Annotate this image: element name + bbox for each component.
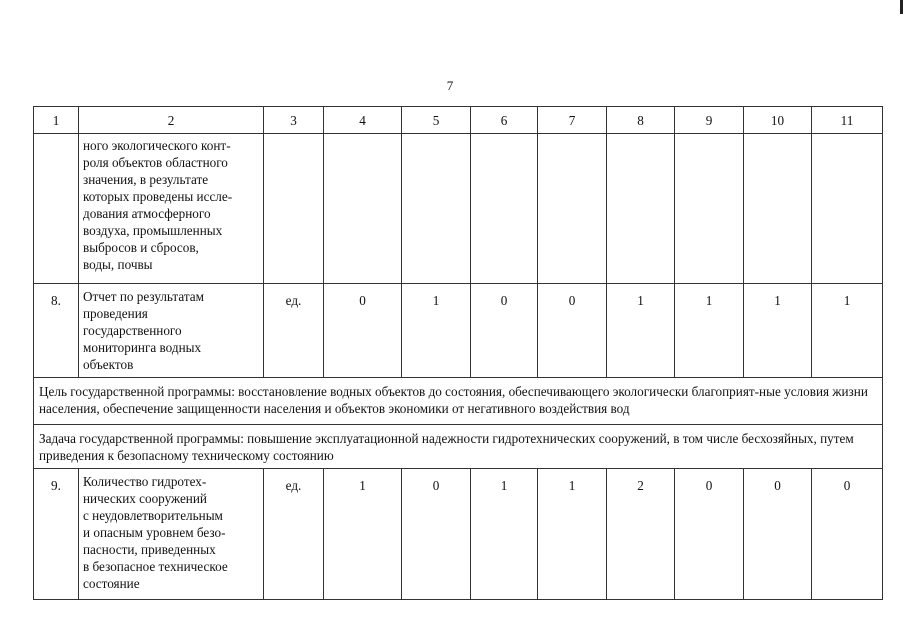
value-cell [402, 134, 471, 284]
value-cell: 0 [471, 284, 538, 378]
table-header-row [34, 107, 883, 134]
value-cell: 1 [324, 469, 402, 600]
page-number: 7 [446, 78, 454, 93]
scan-edge-mark [900, 0, 903, 14]
unit-cell [264, 134, 324, 284]
header-cell: 8 [607, 107, 675, 134]
value-cell: 1 [812, 284, 883, 378]
unit-cell: ед. [264, 469, 324, 600]
row-number-cell [34, 134, 79, 284]
value-cell: 0 [324, 284, 402, 378]
value-cell: 0 [538, 284, 607, 378]
header-cell: 9 [675, 107, 744, 134]
value-cell: 1 [471, 469, 538, 600]
header-cell: 7 [538, 107, 607, 134]
value-cell [744, 134, 812, 284]
header-cell: 11 [812, 107, 883, 134]
row-number-cell: 9. [34, 469, 79, 600]
header-cell: 5 [402, 107, 471, 134]
indicators-table [33, 106, 883, 600]
indicator-name-cell: ного экологического конт- роля объектов областного значения, в результате которых проведены иссле- дования атмосферного воздуха, промышленных выбросов и сбросов, воды, почвы [79, 134, 264, 284]
value-cell [471, 134, 538, 284]
table-row [34, 134, 883, 284]
value-cell: 1 [402, 284, 471, 378]
value-cell: 0 [402, 469, 471, 600]
table-row [34, 284, 883, 378]
program-task-text: Задача государственной программы: повышение эксплуатационной надежности гидротехнических сооружений, в том числе бесхозяйных, путем приведения к безопасному техническому состоянию [34, 425, 883, 469]
value-cell: 0 [812, 469, 883, 600]
goal-row [34, 378, 883, 425]
header-cell: 3 [264, 107, 324, 134]
header-cell: 2 [79, 107, 264, 134]
value-cell [538, 134, 607, 284]
value-cell: 1 [675, 284, 744, 378]
value-cell: 0 [744, 469, 812, 600]
task-row [34, 425, 883, 469]
header-cell: 4 [324, 107, 402, 134]
indicator-name-cell: Отчет по результатам проведения государственного мониторинга водных объектов [79, 284, 264, 378]
value-cell [324, 134, 402, 284]
indicator-name-cell: Количество гидротех- нических сооружений с неудовлетворительным и опасным уровнем безо- пасности, приведенных в безопасное техническое состояние [79, 469, 264, 600]
row-number-cell: 8. [34, 284, 79, 378]
header-cell: 6 [471, 107, 538, 134]
unit-cell: ед. [264, 284, 324, 378]
value-cell [675, 134, 744, 284]
program-goal-text: Цель государственной программы: восстановление водных объектов до состояния, обеспечивающего экологически благоприят-ные условия жизни населения, обеспечение защищенности населения и объектов экономики от негативного воздействия вод [34, 378, 883, 425]
header-cell: 1 [34, 107, 79, 134]
value-cell: 1 [538, 469, 607, 600]
header-cell: 10 [744, 107, 812, 134]
value-cell: 1 [744, 284, 812, 378]
value-cell: 1 [607, 284, 675, 378]
value-cell: 0 [675, 469, 744, 600]
value-cell [812, 134, 883, 284]
table-row [34, 469, 883, 600]
value-cell [607, 134, 675, 284]
value-cell: 2 [607, 469, 675, 600]
